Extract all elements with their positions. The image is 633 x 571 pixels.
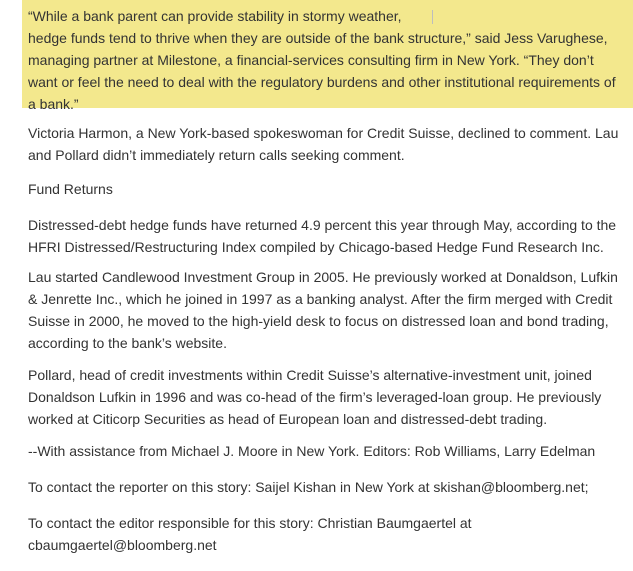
subheading-fund-returns <box>28 178 113 200</box>
paragraph-line: according to the bank’s website. <box>28 335 227 351</box>
paragraph-lau <box>28 266 618 354</box>
quote-line: “While a bank parent can provide stability in stormy weather, <box>28 8 402 24</box>
quote-line: hedge funds tend to thrive when they are outside of the bank structure,” said Jess Varughese, <box>28 30 608 46</box>
paragraph-contact-editor <box>28 512 472 556</box>
paragraph-assistance <box>28 440 595 462</box>
quote-line: a bank.” <box>28 96 79 112</box>
paragraph-line: Donaldson Lufkin in 1996 and was co-head of the firm’s leveraged-loan group. He previously <box>28 389 602 405</box>
paragraph-line: Victoria Harmon, a New York-based spokeswoman for Credit Suisse, declined to comment. Lau <box>28 125 619 141</box>
paragraph-line: Distressed-debt hedge funds have returned 4.9 percent this year through May, according to the <box>28 217 617 233</box>
quote-line: want or feel the need to deal with the regulatory burdens and other institutional requirements of <box>28 74 616 90</box>
paragraph-line: --With assistance from Michael J. Moore in New York. Editors: Rob Williams, Larry Edelman <box>28 443 596 459</box>
paragraph-line: & Jenrette Inc., which he joined in 1997 as a banking analyst. After the firm merged with Credit <box>28 291 613 307</box>
quote-line: managing partner at Milestone, a financial-services consulting firm in New York. “They don’t <box>28 52 594 68</box>
paragraph-pollard <box>28 364 601 430</box>
paragraph-line: worked at Citicorp Securities as head of European loan and distressed-debt trading. <box>28 411 548 427</box>
paragraph-line: HFRI Distressed/Restructuring Index compiled by Chicago-based Hedge Fund Research Inc. <box>28 239 604 255</box>
paragraph-line: To contact the reporter on this story: Saijel Kishan in New York at skishan@bloomberg.net; <box>28 479 589 495</box>
paragraph-line: cbaumgaertel@bloomberg.net <box>28 537 217 553</box>
paragraph-line: To contact the editor responsible for this story: Christian Baumgaertel at <box>28 515 472 531</box>
paragraph-line: Suisse in 2000, he moved to the high-yield desk to focus on distressed loan and bond trading, <box>28 313 609 329</box>
highlighted-quote <box>22 0 633 112</box>
paragraph-line: Lau started Candlewood Investment Group in 2005. He previously worked at Donaldson, Lufkin <box>28 269 618 285</box>
paragraph-contact-reporter <box>28 476 589 498</box>
text-cursor <box>432 10 433 24</box>
paragraph-returns <box>28 214 616 258</box>
paragraph-line: and Pollard didn’t immediately return calls seeking comment. <box>28 147 405 163</box>
subheading-text: Fund Returns <box>28 181 113 197</box>
paragraph-line: Pollard, head of credit investments within Credit Suisse’s alternative-investment unit, joined <box>28 367 592 383</box>
paragraph-harmon <box>28 122 618 166</box>
